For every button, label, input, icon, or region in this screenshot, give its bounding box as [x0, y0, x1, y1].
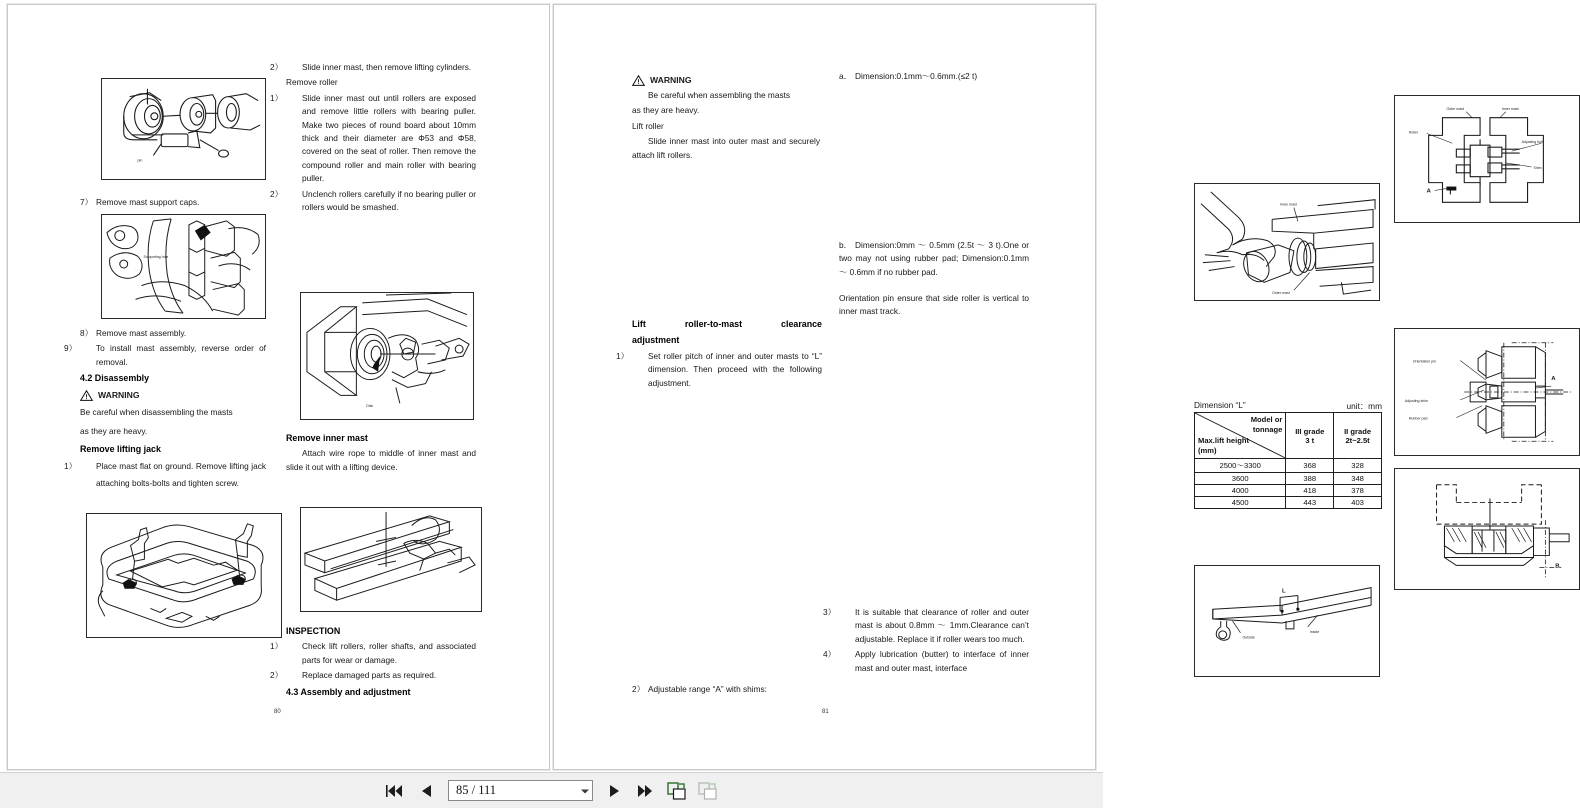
list-text: Place mast flat on ground. Remove lifting jack attaching bolts-bolts and tighten screw. — [96, 461, 266, 489]
cell-grade3: 388 — [1286, 473, 1334, 485]
grade3-line1: III grade — [1295, 426, 1325, 436]
list-number: 2） — [270, 670, 283, 681]
heading-inspection: INSPECTION — [286, 626, 341, 636]
warning-disassembly — [80, 389, 266, 402]
figure-supporting-hole — [101, 214, 266, 319]
viewer-toolbar — [0, 772, 1103, 808]
left-col1-item-9 — [64, 342, 266, 369]
figure-label-rubber-pad: Rubber pad — [1408, 416, 1428, 421]
left-column-2-inspection — [270, 622, 476, 701]
cell-height: 3600 — [1195, 473, 1286, 485]
figure-label-outer-mast: Outer mast — [1446, 106, 1465, 111]
list-number: 1） — [64, 461, 77, 472]
right-column-1-text — [632, 71, 820, 164]
table-header-grade3 — [1286, 413, 1334, 459]
document-page-right[interactable] — [553, 4, 1560, 770]
list-number: 3） — [823, 607, 836, 617]
left-column-2-text — [270, 61, 476, 216]
list-text: Slide inner mast out until rollers are exposed and remove little rollers with bearing puller. Make two pieces of round board about 10mm thick and their diameter are Φ53 and Φ58, covered on the seat of roller. Then remove the compound roller and main roller with bearing puller. — [302, 92, 476, 184]
left-col1-item-1 — [64, 458, 266, 492]
table-row — [1195, 485, 1382, 497]
list-text: Remove mast assembly. — [96, 328, 187, 338]
figure-lift-roller-install — [1194, 183, 1380, 301]
dimension-table-caption — [1194, 400, 1382, 412]
list-number: b． — [839, 240, 852, 250]
page-number-input[interactable] — [448, 780, 593, 801]
warning-label: WARNING — [650, 75, 692, 85]
double-left-arrow-icon — [386, 783, 404, 799]
heading-assembly-adjustment: 4.3 Assembly and adjustment — [286, 686, 411, 697]
list-number: a． — [839, 71, 852, 81]
page-number-left: 80 — [274, 709, 281, 715]
left-col1-warn-line2: as they are heavy. — [80, 425, 148, 436]
heading-disassembly: 4.2 Disassembly — [80, 373, 150, 384]
figure-label-outer-mast: Outer mast — [1272, 291, 1290, 296]
right-col2-orientation-pin-note: Orientation pin ensure that side roller is vertical to inner mast track. — [839, 293, 1029, 317]
list-text: Remove mast support caps. — [96, 197, 200, 207]
grade2-line2: 2t~2.5t — [1345, 435, 1370, 445]
last-page-button[interactable] — [635, 780, 657, 802]
first-page-button[interactable] — [384, 780, 406, 802]
list-text: Dimension:0mm ～ 0.5mm (2.5t ～ 3 t).One or two may not using rubber pad; Dimension:0.1mm ～ 0.6mm if no rubber pad. — [839, 240, 1029, 277]
figure-label-orientation-pin: Orientation pin — [1412, 359, 1436, 364]
cell-grade3: 368 — [1286, 459, 1334, 473]
cell-grade3: 418 — [1286, 485, 1334, 497]
heading-lift-roller-clearance: Lift roller-to-mast clearance — [632, 319, 822, 329]
grade2-line1: II grade — [1344, 426, 1372, 436]
figure-label-l: L — [1282, 588, 1286, 595]
fit-width-button[interactable] — [697, 780, 719, 802]
list-text: Replace damaged parts as required. — [302, 670, 437, 681]
chevron-down-icon[interactable] — [578, 787, 592, 795]
right-lift-roller-body: Slide inner mast into outer mast and securely attach lift rollers. — [632, 136, 820, 160]
figure-pin-assembly — [101, 78, 266, 180]
left-col2-roller-step1 — [270, 92, 476, 186]
figure-mast-section-a — [1394, 95, 1580, 223]
dimension-table — [1194, 412, 1382, 509]
list-text: Apply lubrication (butter) to interface of inner mast and outer mast, interface — [855, 649, 1029, 673]
figure-label-a: A — [1426, 188, 1431, 195]
page-number-right: 81 — [822, 709, 829, 715]
list-number: 1） — [616, 350, 629, 361]
right-clearance-step2 — [632, 683, 827, 696]
cell-grade2: 348 — [1334, 473, 1382, 485]
figure-label-outside: Outside — [1242, 635, 1255, 640]
warning-assembly — [632, 74, 820, 87]
right-col2-item-b — [839, 239, 1029, 279]
inspection-item-2 — [270, 669, 476, 682]
list-text: Adjustable range “A” with shims: — [648, 684, 767, 694]
document-page-left[interactable] — [7, 4, 550, 770]
figure-label-inside: Inside — [1309, 629, 1320, 634]
figure-lifting-jack — [86, 513, 282, 638]
table-header-grade2 — [1334, 413, 1382, 459]
list-text: To install mast assembly, reverse order of removal. — [96, 343, 266, 367]
header-max-lift-height: Max.lift height (mm) — [1198, 436, 1250, 455]
right-column-2-lower — [823, 606, 1029, 677]
figure-label-disk: Disk — [366, 404, 374, 409]
dimension-title: Dimension “L” — [1194, 400, 1246, 410]
list-number: 9） — [64, 343, 77, 354]
cell-grade2: 328 — [1334, 459, 1382, 473]
right-warn-line1: Be careful when assembling the masts — [648, 90, 791, 100]
left-col1-item-7 — [80, 196, 280, 209]
right-clearance-step1 — [616, 350, 822, 390]
table-row — [1195, 473, 1382, 485]
list-text: Unclench rollers carefully if no bearing puller or rollers would be smashed. — [302, 188, 476, 213]
left-col2-inner-mast-body: Attach wire rope to middle of inner mast and slide it out with a lifting device. — [286, 448, 476, 472]
list-number: 8） — [80, 328, 93, 338]
cell-height: 2500～3300 — [1195, 459, 1286, 473]
figure-label-inner-mast: Inner mast — [1501, 106, 1519, 111]
table-row — [1195, 497, 1382, 509]
table-row — [1195, 459, 1382, 473]
previous-page-button[interactable] — [415, 780, 437, 802]
list-number: 2） — [270, 188, 283, 199]
list-text: Set roller pitch of inner and outer masts to “L” dimension. Then proceed with the following adjustment. — [648, 350, 822, 388]
left-column-2-text-lower — [286, 429, 476, 476]
left-col2-remove-roller: Remove roller — [286, 77, 338, 88]
table-header-diagonal — [1195, 413, 1286, 459]
fit-page-icon — [667, 782, 687, 800]
cell-grade2: 378 — [1334, 485, 1382, 497]
figure-l-dimension — [1194, 565, 1380, 677]
list-number: 2） — [270, 62, 283, 72]
list-number: 1） — [270, 92, 283, 103]
right-warn-line2: as they are heavy. — [632, 105, 700, 116]
left-col2-roller-step2 — [270, 188, 476, 215]
left-col2-item-2 — [270, 61, 476, 74]
right-arrow-icon — [608, 783, 622, 799]
right-col2-item-4 — [823, 648, 1029, 675]
next-page-button[interactable] — [604, 780, 626, 802]
cell-height: 4000 — [1195, 485, 1286, 497]
right-col2-item-a — [839, 70, 1029, 83]
figure-label-adjusting-shim: Adjusting shim — [1404, 398, 1429, 403]
figure-label-supporting-hole: Supporting hole — [143, 255, 169, 260]
page-number-value[interactable]: 85 / 111 — [456, 783, 497, 797]
cell-height: 4500 — [1195, 497, 1286, 509]
figure-label-inner-mast: Inner mast — [1280, 202, 1297, 207]
right-lift-roller-heading: Lift roller — [632, 120, 664, 131]
figure-label-a: A — [1551, 376, 1556, 383]
figure-roller-removal — [300, 292, 474, 420]
list-number: 2） — [632, 684, 645, 694]
list-number: 1） — [270, 641, 283, 652]
cell-grade3: 443 — [1286, 497, 1334, 509]
figure-label-roller: Roller — [1408, 130, 1419, 135]
fit-page-button[interactable] — [666, 780, 688, 802]
left-col1-item-8 — [80, 327, 266, 340]
cell-grade2: 403 — [1334, 497, 1382, 509]
fit-width-icon — [698, 782, 718, 800]
right-column-1-clearance — [616, 315, 822, 392]
list-text: Check lift rollers, roller shafts, and associated parts for wear or damage. — [302, 641, 476, 665]
figure-orientation-pin — [1394, 328, 1580, 456]
figure-label-b: B — [1555, 563, 1560, 570]
grade3-line2: 3 t — [1305, 435, 1315, 445]
figure-label-shim: Shim — [1533, 165, 1542, 170]
dimension-unit: unit：mm — [1346, 401, 1382, 411]
list-text: Slide inner mast, then remove lifting cylinders. — [302, 62, 472, 72]
list-number: 7） — [80, 197, 93, 207]
right-col2-item-3 — [823, 606, 1029, 646]
header-model-tonnage: Model or tonnage — [1250, 415, 1283, 434]
table-header-row — [1195, 413, 1382, 459]
list-number: 4） — [823, 649, 836, 660]
figure-roller-section-b — [1394, 468, 1580, 590]
inspection-item-1 — [270, 640, 476, 667]
figure-label-pin: pin — [137, 158, 143, 163]
warning-label: WARNING — [98, 389, 140, 400]
warning-triangle-icon — [80, 390, 93, 401]
list-text: It is suitable that clearance of roller and outer mast is about 0.8mm ～ 1mm.Clearance can’t adjustable. Replace it if roller wears too much. — [855, 607, 1029, 644]
figure-inner-mast-lift — [300, 507, 482, 612]
figure-label-adjusting-bolt: Adjusting bolt — [1521, 140, 1543, 145]
list-text: Dimension:0.1mm～0.6mm.(≤2 t) — [855, 71, 978, 81]
warning-triangle-icon — [632, 75, 645, 86]
left-column-1-text — [64, 327, 266, 494]
double-right-arrow-icon — [637, 783, 655, 799]
heading-remove-inner-mast: Remove inner mast — [286, 433, 368, 443]
heading-adjustment: adjustment — [632, 335, 680, 346]
left-arrow-icon — [419, 783, 433, 799]
heading-remove-lifting-jack: Remove lifting jack — [80, 443, 161, 454]
left-col1-warn-line1: Be careful when disassembling the masts — [80, 406, 233, 417]
